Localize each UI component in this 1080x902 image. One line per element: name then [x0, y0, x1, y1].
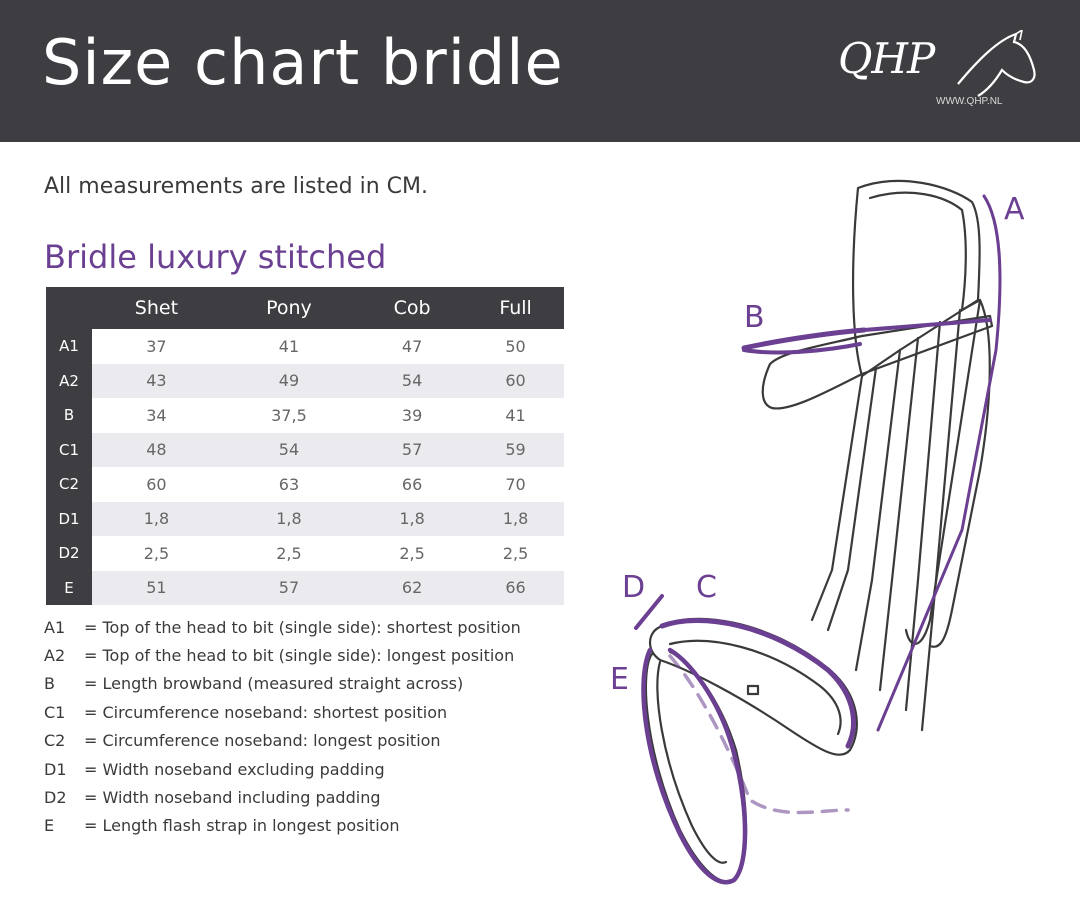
label-c: C — [696, 570, 717, 605]
column-header: Shet — [92, 287, 221, 329]
table-cell: 70 — [467, 467, 564, 502]
legend-text: = Circumference noseband: shortest position — [84, 702, 448, 722]
label-d: D — [622, 570, 646, 605]
table-cell: 37,5 — [221, 398, 357, 433]
row-code: C2 — [46, 467, 92, 502]
table-cell: 41 — [221, 329, 357, 364]
table-cell: 62 — [357, 571, 467, 606]
page-title: Size chart bridle — [42, 26, 564, 99]
legend-text: = Width noseband including padding — [84, 788, 381, 808]
table-row — [46, 329, 564, 364]
measurement-note: All measurements are listed in CM. — [44, 174, 428, 199]
row-code: B — [46, 398, 92, 433]
table-row — [46, 433, 564, 468]
table-cell: 54 — [221, 433, 357, 468]
table-cell: 1,8 — [92, 502, 221, 537]
legend-item — [44, 698, 584, 726]
label-e: E — [610, 662, 629, 697]
table-row — [46, 467, 564, 502]
header-bar — [0, 0, 1080, 142]
table-cell: 60 — [92, 467, 221, 502]
table-cell: 34 — [92, 398, 221, 433]
table-cell: 60 — [467, 364, 564, 399]
table-cell: 2,5 — [92, 536, 221, 571]
product-title: Bridle luxury stitched — [44, 238, 387, 276]
table-cell: 37 — [92, 329, 221, 364]
column-header: Full — [467, 287, 564, 329]
row-code: E — [46, 571, 92, 606]
row-code: C1 — [46, 433, 92, 468]
table-cell: 2,5 — [221, 536, 357, 571]
qhp-logo — [838, 30, 1048, 116]
label-a: A — [1004, 192, 1025, 227]
table-row — [46, 364, 564, 399]
legend-item — [44, 641, 584, 669]
table-cell: 48 — [92, 433, 221, 468]
table-cell: 50 — [467, 329, 564, 364]
table-corner — [46, 287, 92, 329]
legend-text: = Length browband (measured straight across) — [84, 674, 464, 694]
bridle-diagram-icon — [600, 150, 1080, 902]
table-body — [46, 329, 564, 605]
table-cell: 54 — [357, 364, 467, 399]
column-header: Cob — [357, 287, 467, 329]
table-row — [46, 536, 564, 571]
legend-code: A1 — [44, 617, 66, 637]
table-cell: 66 — [357, 467, 467, 502]
legend-code: C1 — [44, 702, 66, 722]
table-cell: 2,5 — [467, 536, 564, 571]
legend-text: = Top of the head to bit (single side): shortest position — [84, 617, 521, 637]
legend-code: D1 — [44, 759, 67, 779]
table-row — [46, 502, 564, 537]
legend-item — [44, 613, 584, 641]
legend-code: B — [44, 674, 55, 694]
logo-wordmark: QHP — [838, 34, 935, 83]
table-cell: 66 — [467, 571, 564, 606]
table-cell: 57 — [357, 433, 467, 468]
row-code: D2 — [46, 536, 92, 571]
table-cell: 43 — [92, 364, 221, 399]
legend-item — [44, 783, 584, 811]
logo-url: WWW.QHP.NL — [936, 96, 1003, 107]
size-table — [46, 287, 564, 605]
table-cell: 63 — [221, 467, 357, 502]
table-row — [46, 398, 564, 433]
row-code: D1 — [46, 502, 92, 537]
table-cell: 1,8 — [357, 502, 467, 537]
legend-text: = Top of the head to bit (single side): longest position — [84, 646, 515, 666]
legend-text: = Circumference noseband: longest position — [84, 731, 441, 751]
legend-item — [44, 755, 584, 783]
table-cell: 59 — [467, 433, 564, 468]
table-row — [46, 571, 564, 606]
table-cell: 1,8 — [221, 502, 357, 537]
legend-code: A2 — [44, 646, 66, 666]
table-cell: 47 — [357, 329, 467, 364]
bridle-diagram — [600, 150, 1080, 902]
label-b: B — [744, 300, 765, 335]
legend-text: = Width noseband excluding padding — [84, 759, 385, 779]
legend-item — [44, 670, 584, 698]
table-cell: 39 — [357, 398, 467, 433]
legend-list — [44, 613, 584, 840]
row-code: A2 — [46, 364, 92, 399]
table-header-row — [46, 287, 564, 329]
legend-text: = Length flash strap in longest position — [84, 816, 400, 836]
legend-item — [44, 727, 584, 755]
table-cell: 2,5 — [357, 536, 467, 571]
legend-code: E — [44, 816, 55, 836]
table-cell: 1,8 — [467, 502, 564, 537]
legend-code: D2 — [44, 788, 67, 808]
legend-code: C2 — [44, 731, 66, 751]
column-header: Pony — [221, 287, 357, 329]
legend-item — [44, 812, 584, 840]
table-cell: 51 — [92, 571, 221, 606]
table-cell: 49 — [221, 364, 357, 399]
table-cell: 57 — [221, 571, 357, 606]
row-code: A1 — [46, 329, 92, 364]
table-cell: 41 — [467, 398, 564, 433]
